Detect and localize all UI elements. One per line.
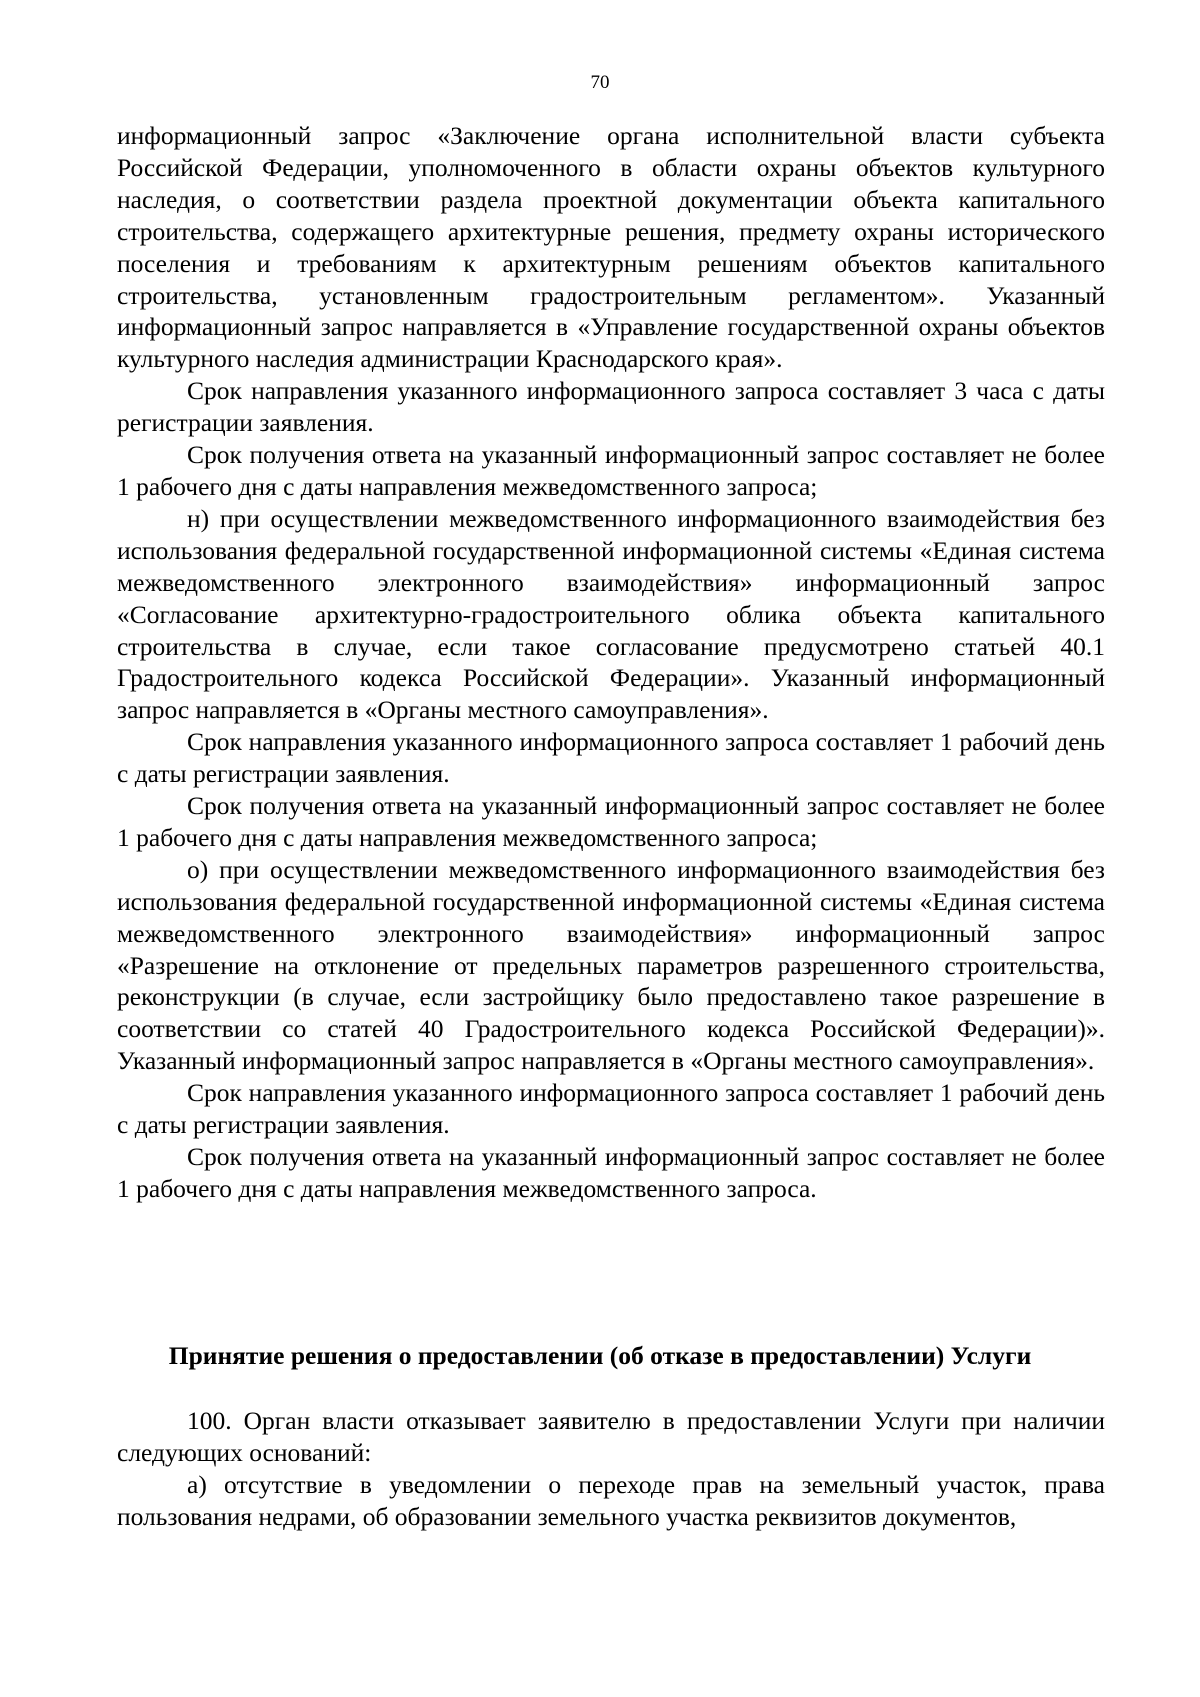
- paragraph: 100. Орган власти отказывает заявителю в предоставлении Услуги при наличии следующих оснований:: [117, 1406, 1105, 1467]
- document-body: [117, 120, 1105, 1205]
- paragraph: Срок получения ответа на указанный информационный запрос составляет не более 1 рабочего дня с даты направления межведомственного запроса;: [117, 440, 1105, 501]
- section-heading: Принятие решения о предоставлении (об отказе в предоставлении) Услуги: [168, 1341, 1032, 1370]
- paragraph: Срок получения ответа на указанный информационный запрос составляет не более 1 рабочего дня с даты направления межведомственного запроса.: [117, 1142, 1105, 1203]
- paragraph: Срок получения ответа на указанный информационный запрос составляет не более 1 рабочего дня с даты направления межведомственного запроса;: [117, 791, 1105, 852]
- paragraph: а) отсутствие в уведомлении о переходе прав на земельный участок, права пользования недрами, об образовании земельного участка реквизитов документов,: [117, 1469, 1105, 1531]
- page-number: 70: [590, 72, 610, 93]
- paragraph: информационный запрос «Заключение органа исполнительной власти субъекта Российской Федерации, уполномоченного в области охраны объектов культурного наследия, о соответствии раздела проектной документации объекта капитального строительства, содержащего архитектурные решения, предмету охраны исторического поселения и требованиям к архитектурным решениям объектов капитального строительства, установленным градостроительным регламентом». Указанный информационный запрос направляется в «Управление государственной охраны объектов культурного наследия администрации Краснодарского края».: [117, 121, 1105, 374]
- paragraph: Срок направления указанного информационного запроса составляет 1 рабочий день с даты регистрации заявления.: [117, 1078, 1105, 1140]
- paragraph: н) при осуществлении межведомственного информационного взаимодействия без использования федеральной государственной информационной системы «Единая система межведомственного электронного взаимодействия» информационный запрос «Согласование архитектурно-градостроительного облика объекта капитального строительства в случае, если такое согласование предусмотрено статьей 40.1 Градостроительного кодекса Российской Федерации». Указанный информационный запрос направляется в «Органы местного самоуправления».: [117, 503, 1105, 725]
- paragraph: о) при осуществлении межведомственного информационного взаимодействия без использования федеральной государственной информационной системы «Единая система межведомственного электронного взаимодействия» информационный запрос «Разрешение на отклонение от предельных параметров разрешенного строительства, реконструкции (в случае, если застройщику было предоставлено такое разрешение в соответствии со статей 40 Градостроительного кодекса Российской Федерации)». Указанный информационный запрос направляется в «Органы местного самоуправления».: [117, 854, 1105, 1076]
- paragraph: Срок направления указанного информационного запроса составляет 3 часа с даты регистрации заявления.: [117, 376, 1105, 438]
- paragraph: Срок направления указанного информационного запроса составляет 1 рабочий день с даты регистрации заявления.: [117, 727, 1105, 789]
- document-body-continued: [117, 1405, 1105, 1533]
